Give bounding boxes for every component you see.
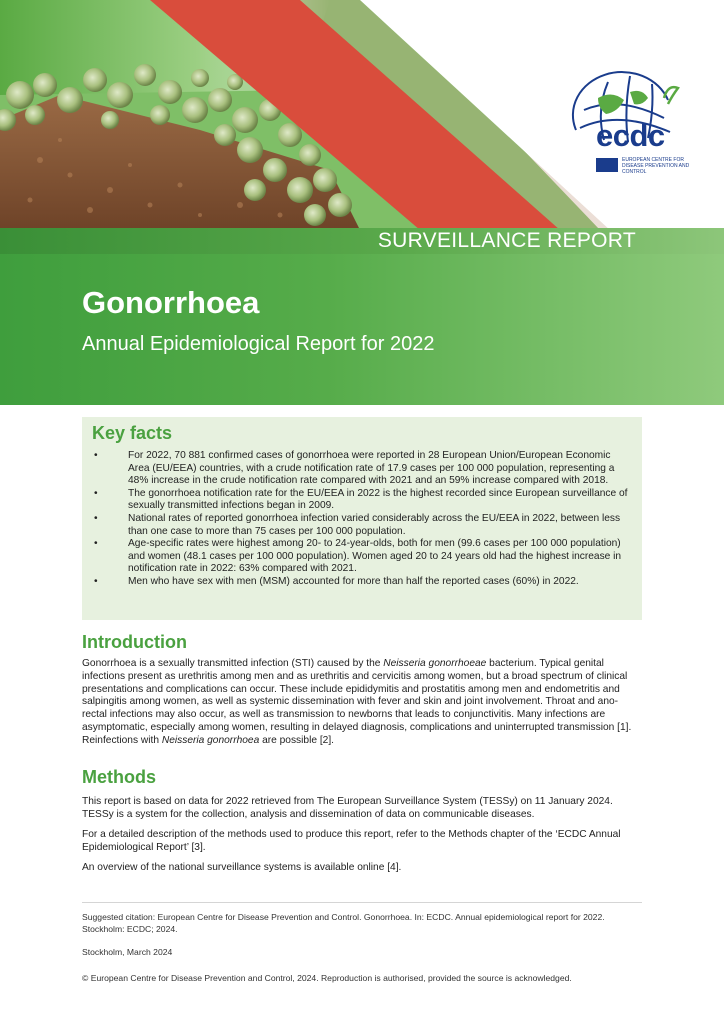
bullet-icon: •	[94, 575, 98, 587]
ecdc-logo-subtitle: EUROPEAN CENTRE FOR DISEASE PREVENTION AND CONTROL	[622, 157, 690, 175]
intro-text-2: bacterium. Typical genital infections present as urethritis among men and as urethritis and cervicitis among women, but a broad spectrum of clinical presentations and complications can occur. These include epididymitis and prostatitis among men and endometritis and salpingitis among women, as well as systemic dissemination with fever and skin and joint involvement. Throat and ano-rectal infections may also occur, as well as transmission to newborns that leads to conjunctivitis. Many infections are asymptomatic, especially among women, resulting in delayed diagnosis, complications and uninterrupted transmission [1]. Reinfections with	[82, 658, 632, 746]
intro-text-1: Gonorrhoea is a sexually transmitted infection (STI) caused by the	[82, 658, 384, 669]
eu-flag-icon	[596, 158, 618, 172]
introduction-paragraph	[82, 658, 642, 748]
key-facts-title: Key facts	[92, 423, 173, 443]
copyright-notice: © European Centre for Disease Prevention and Control, 2024. Reproduction is authorised, provided the source is acknowledged.	[82, 973, 572, 983]
key-fact-item	[92, 450, 632, 488]
bullet-icon: •	[94, 450, 98, 461]
methods-paragraph-2: For a detailed description of the methods used to produce this report, refer to the Methods chapter of the ‘ECDC Annual Epidemiological Report’ [3].	[82, 829, 621, 853]
ecdc-logo-text: ecdc	[596, 118, 665, 153]
methods-paragraph-3: An overview of the national surveillance systems is available online [4].	[82, 862, 402, 873]
key-fact-text: Age-specific rates were highest among 20- to 24-year-olds, both for men (99.6 cases per 100 000 population) and women (48.1 cases per 100 000 population). Women aged 20 to 24 years old had the highest increase in notification rate in 2022: 63% compared with 2021.	[128, 538, 622, 575]
methods-heading: Methods	[82, 767, 156, 787]
key-facts-box	[82, 417, 642, 620]
methods-paragraph-1: This report is based on data for 2022 retrieved from The European Surveillance System (TESSy) on 11 January 2024. TESSy is a system for the collection, analysis and dissemination of data on communicable diseases.	[82, 796, 613, 820]
intro-text-3: are possible [2].	[259, 734, 334, 746]
place-date: Stockholm, March 2024	[82, 947, 173, 957]
bullet-icon: •	[94, 512, 98, 524]
suggested-citation: Suggested citation: European Centre for Disease Prevention and Control. Gonorrhoea. In: ECDC. Annual epidemiological report for 2022. Stockholm: ECDC; 2024.	[82, 912, 605, 934]
key-fact-text: Men who have sex with men (MSM) accounted for more than half the reported cases (60%) in 2022.	[128, 575, 579, 587]
intro-italic-1: Neisseria gonorrhoeae	[383, 658, 487, 669]
key-fact-item	[92, 513, 632, 538]
intro-italic-2: Neisseria gonorrhoea	[161, 734, 260, 746]
key-fact-text: National rates of reported gonorrhoea infection varied considerably across the EU/EEA in 2022, between less than one case to more than 75 cases per 100 000 population.	[128, 512, 621, 537]
cover-header	[0, 0, 724, 405]
key-fact-item	[92, 576, 632, 589]
bullet-icon: •	[94, 538, 98, 550]
bullet-icon: •	[94, 487, 98, 499]
key-fact-item	[92, 538, 632, 576]
report-type-label: SURVEILLANCE REPORT	[377, 229, 636, 252]
key-fact-item	[92, 488, 632, 513]
key-facts-list	[92, 450, 632, 589]
key-fact-text: The gonorrhoea notification rate for the EU/EEA in 2022 is the highest recorded since European surveillance of sexually transmitted infections began in 2009.	[128, 487, 628, 512]
document-title: Gonorrhoea	[82, 285, 260, 320]
footer-divider	[82, 902, 642, 903]
key-fact-text: For 2022, 70 881 confirmed cases of gonorrhoea were reported in 28 European Union/European Economic Area (EU/EEA) countries, with a crude notification rate of 17.9 cases per 100 000 population, representing a 48% increase in the crude notification rate compared with 2021 and an 59% increase compared with 2018.	[128, 450, 615, 487]
introduction-heading: Introduction	[82, 632, 187, 652]
document-subtitle: Annual Epidemiological Report for 2022	[82, 333, 435, 355]
